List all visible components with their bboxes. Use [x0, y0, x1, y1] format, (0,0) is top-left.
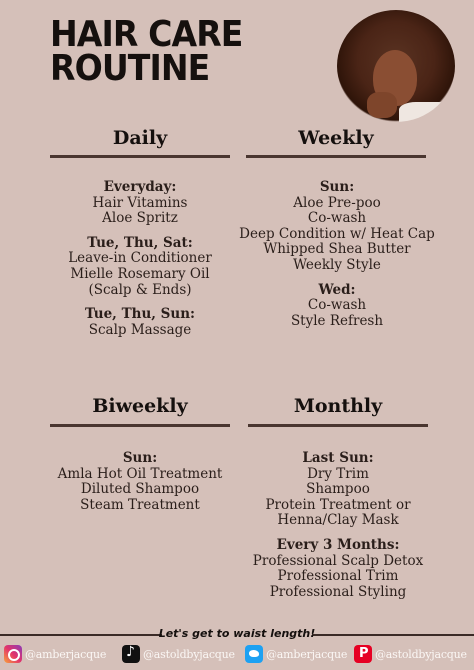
pinterest-icon	[354, 645, 372, 663]
title-line-2: ROUTINE	[50, 48, 210, 89]
tiktok-handle: @astoldbyjacque	[143, 647, 235, 661]
weekly-divider	[246, 155, 426, 158]
monthly-group-label: Last Sun:	[302, 450, 374, 466]
footer-slogan: Let's get to waist length!	[158, 627, 316, 640]
biweekly-routine-item: Steam Treatment	[80, 496, 200, 513]
social-tiktok[interactable]	[122, 644, 235, 664]
daily-divider	[50, 155, 230, 158]
biweekly-divider	[50, 424, 230, 427]
social-links	[0, 644, 474, 668]
biweekly-list	[40, 451, 240, 522]
weekly-routine-item: Whipped Shea Butter	[263, 241, 411, 258]
daily-group-label: Tue, Thu, Sun:	[84, 306, 196, 323]
biweekly-group	[40, 451, 240, 513]
weekly-routine-item: Co-wash	[307, 210, 367, 227]
biweekly-routine-item: Amla Hot Oil Treatment	[57, 465, 223, 482]
weekly-group	[230, 180, 444, 274]
page-title	[50, 14, 243, 89]
twitter-icon	[245, 645, 263, 663]
daily-group	[40, 307, 240, 338]
social-twitter[interactable]	[245, 644, 347, 664]
daily-routine-item: Leave-in Conditioner	[68, 250, 212, 267]
daily-group-label: Everyday:	[103, 179, 177, 195]
monthly-routine-item: Shampoo	[306, 481, 370, 498]
monthly-routine-item: Protein Treatment or	[265, 496, 411, 513]
weekly-group-label: Sun:	[319, 179, 355, 195]
title-line-1: HAIR CARE	[50, 14, 243, 55]
daily-routine-item: Aloe Spritz	[102, 210, 178, 227]
biweekly-heading: Biweekly	[92, 395, 188, 417]
pinterest-handle: @astoldbyjacque	[375, 647, 467, 661]
monthly-heading: Monthly	[293, 395, 383, 417]
monthly-routine-item: Professional Scalp Detox	[252, 552, 424, 569]
weekly-routine-item: Weekly Style	[293, 256, 381, 273]
weekly-list	[230, 180, 444, 338]
instagram-handle: @amberjacque	[25, 647, 107, 661]
twitter-handle: @amberjacque	[266, 647, 348, 661]
daily-heading: Daily	[112, 127, 168, 149]
weekly-routine-item: Style Refresh	[290, 312, 384, 329]
social-pinterest[interactable]	[354, 644, 467, 664]
monthly-list	[236, 451, 440, 609]
monthly-routine-item: Dry Trim	[307, 465, 369, 482]
daily-group	[40, 236, 240, 298]
weekly-routine-item: Co-wash	[307, 297, 367, 314]
daily-routine-item: Scalp Massage	[88, 321, 192, 338]
social-instagram[interactable]	[4, 644, 106, 664]
monthly-routine-item: Professional Styling	[269, 583, 407, 600]
monthly-group	[236, 538, 440, 600]
monthly-routine-item: Professional Trim	[277, 568, 399, 585]
daily-group-label: Tue, Thu, Sat:	[87, 234, 193, 251]
instagram-icon	[4, 645, 22, 663]
daily-routine-item: (Scalp & Ends)	[88, 281, 192, 298]
weekly-heading: Weekly	[298, 127, 374, 149]
daily-routine-item: Mielle Rosemary Oil	[70, 265, 210, 282]
weekly-group	[230, 283, 444, 330]
daily-list	[40, 180, 240, 347]
biweekly-routine-item: Diluted Shampoo	[80, 481, 200, 498]
weekly-routine-item: Deep Condition w/ Heat Cap	[239, 225, 435, 242]
monthly-routine-item: Henna/Clay Mask	[277, 512, 399, 529]
daily-group	[40, 180, 240, 227]
monthly-divider	[248, 424, 428, 427]
daily-routine-item: Hair Vitamins	[92, 194, 188, 211]
portrait-photo	[337, 10, 455, 122]
weekly-routine-item: Aloe Pre-poo	[293, 194, 381, 211]
weekly-group-label: Wed:	[318, 281, 356, 298]
biweekly-group-label: Sun:	[122, 450, 158, 466]
monthly-group	[236, 451, 440, 529]
tiktok-icon	[122, 645, 140, 663]
monthly-group-label: Every 3 Months:	[276, 536, 400, 553]
